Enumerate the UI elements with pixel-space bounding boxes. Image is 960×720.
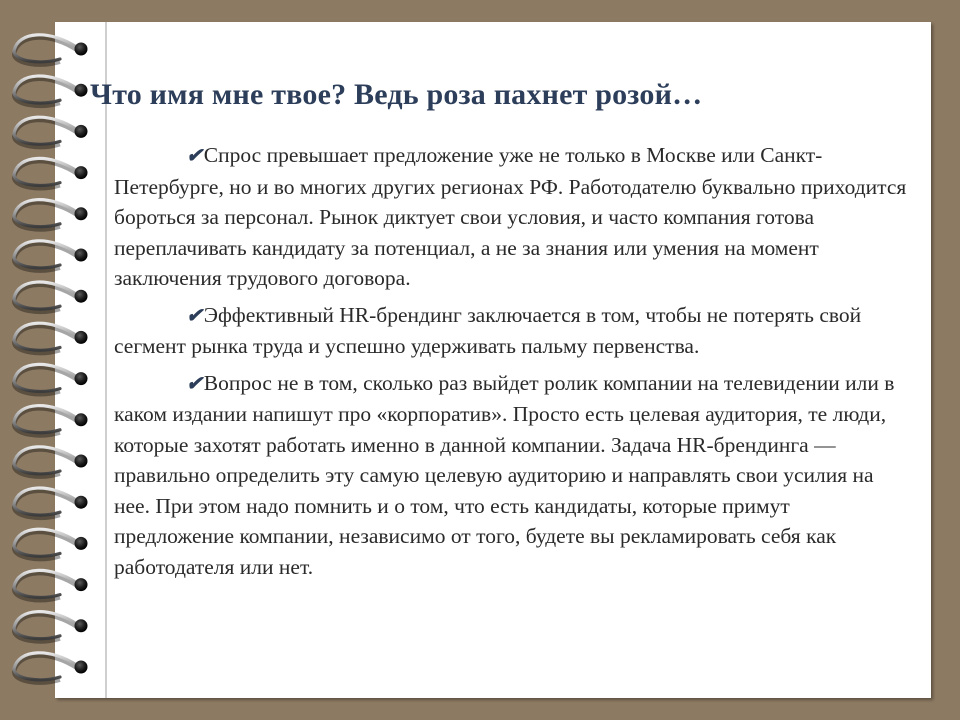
spiral-ring [14, 406, 88, 436]
spiral-ring [14, 35, 88, 65]
spiral-ring [14, 570, 88, 600]
paragraph-text: Эффективный HR-брендинг заключается в том, чтобы не потерять свой сегмент рынка труда и успешно удерживать пальму первенства. [114, 302, 862, 358]
spiral-ring [14, 158, 88, 188]
check-mark-icon: ✔ [186, 372, 203, 395]
spiral-ring [14, 364, 88, 394]
spiral-ring [14, 241, 88, 271]
spiral-ring [14, 447, 88, 477]
slide-body [114, 140, 914, 588]
paragraph-text: Вопрос не в том, сколько раз выйдет ролик компании на телевидении или в каком издании напишут про «корпоратив». Просто есть целевая аудитория, те люди, которые захотят работать именно в данной компании. Задача HR-брендинга — правильно определить эту самую целевую аудиторию и направлять свои усилия на нее. При этом надо помнить и о том, что есть кандидаты, которые примут предложение компании, независимо от того, будете вы рекламировать себя как работодателя или нет. [114, 370, 895, 579]
check-mark-icon: ✔ [186, 145, 203, 167]
slide-title: Что имя мне твое? Ведь роза пахнет розой… [90, 78, 703, 111]
spiral-ring [14, 323, 88, 353]
spiral-ring [14, 282, 88, 312]
spiral-ring [14, 117, 88, 147]
paragraph-1 [114, 140, 914, 294]
check-mark-icon: ✔ [186, 304, 203, 327]
spiral-ring [14, 76, 88, 106]
paragraph-2 [114, 300, 914, 362]
paragraph-text: Спрос превышает предложение уже не только в Москве или Санкт-Петербурге, но и во многих других регионах РФ. Работодателю буквально приходится бороться за персонал. Рынок диктует свои условия, и часто компания готова переплачивать кандидату за потенциал, а не за знания или умения на момент заключения трудового договора. [114, 143, 907, 290]
spiral-ring [14, 653, 88, 683]
spiral-ring [14, 488, 88, 518]
spiral-ring [14, 529, 88, 559]
paragraph-3 [114, 368, 914, 583]
spiral-ring [14, 612, 88, 642]
spiral-ring [14, 200, 88, 230]
